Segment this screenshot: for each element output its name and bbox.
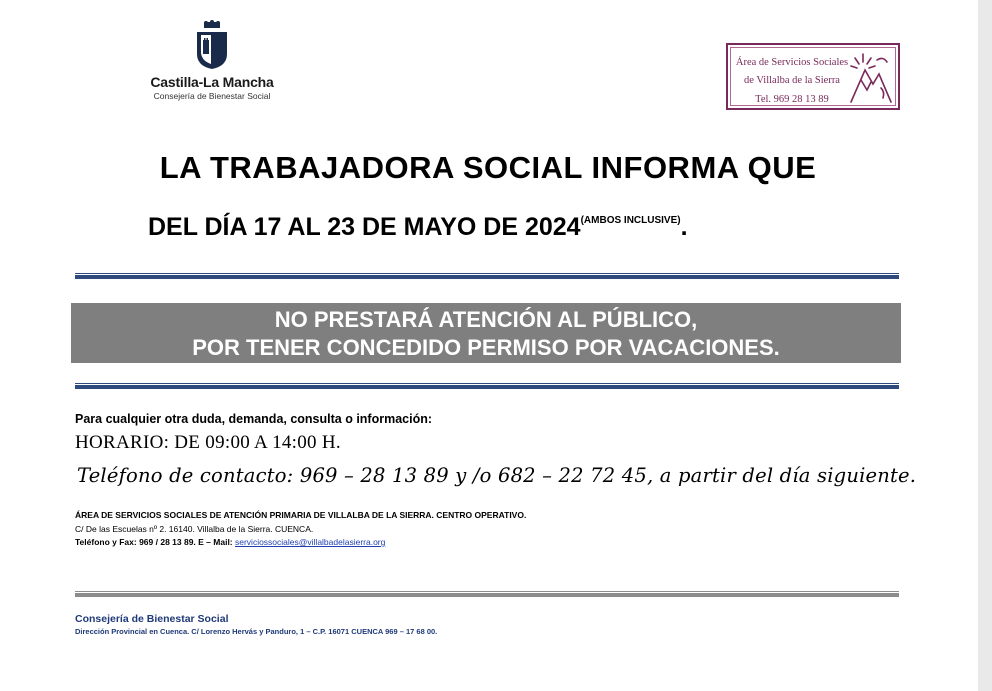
logo-name: Castilla-La Mancha — [150, 74, 274, 90]
schedule-text: HORARIO: DE 09:00 A 14:00 H. — [75, 432, 341, 453]
logo-line-1: Área de Servicios Sociales — [735, 57, 849, 68]
area-title: ÁREA DE SERVICIOS SOCIALES DE ATENCIÓN PRIMARIA DE VILLALBA DE LA SIERRA. CENTRO OPERATIVO. — [75, 510, 527, 520]
date-range-note: (AMBOS INCLUSIVE) — [580, 215, 681, 226]
footer-street: C/ Lorenzo Hervás y Panduro, 1 – C.P. 16071 CUENCA 969 – 17 68 00. — [189, 627, 438, 636]
area-phone: Teléfono y Fax: 969 / 28 13 89. E – Mail: — [75, 537, 235, 547]
banner-line-2: POR TENER CONCEDIDO PERMISO POR VACACIONES. — [192, 335, 780, 360]
footer-address — [75, 627, 437, 636]
footer-org: Consejería de Bienestar Social — [75, 613, 229, 625]
date-range-end: . — [680, 213, 688, 241]
contact-phone-text: Teléfono de contacto: 969 – 28 13 89 y /o 682 – 22 72 45, a partir del día siguiente. — [77, 464, 917, 487]
mountain-sun-icon — [847, 50, 893, 105]
servicios-sociales-logo — [726, 43, 900, 110]
area-address: C/ De las Escuelas nº 2. 16140. Villalba de la Sierra. CUENCA. — [75, 524, 314, 534]
divider-top — [75, 273, 899, 279]
area-phone-email — [75, 537, 385, 547]
divider-middle — [75, 383, 899, 389]
logo-subtitle: Consejería de Bienestar Social — [153, 91, 271, 101]
notice-banner — [71, 303, 901, 363]
email-link[interactable]: serviciossociales@villalbadelasierra.org — [235, 537, 386, 547]
query-text: Para cualquier otra duda, demanda, consulta o información: — [75, 412, 433, 426]
logo-line-2: de Villalba de la Sierra — [744, 75, 840, 86]
footer-office: Dirección Provincial en Cuenca. — [75, 627, 190, 636]
castilla-la-mancha-logo — [146, 20, 278, 112]
banner-line-1: NO PRESTARÁ ATENCIÓN AL PÚBLICO, — [274, 307, 698, 332]
logo-phone: Tel. 969 28 13 89 — [755, 94, 829, 105]
crest-icon — [194, 20, 230, 70]
page-edge — [978, 0, 992, 691]
date-range — [148, 213, 688, 242]
divider-footer — [75, 591, 899, 597]
page-title: LA TRABAJADORA SOCIAL INFORMA QUE — [159, 150, 817, 185]
date-range-text: DEL DÍA 17 AL 23 DE MAYO DE 2024 — [148, 213, 581, 241]
